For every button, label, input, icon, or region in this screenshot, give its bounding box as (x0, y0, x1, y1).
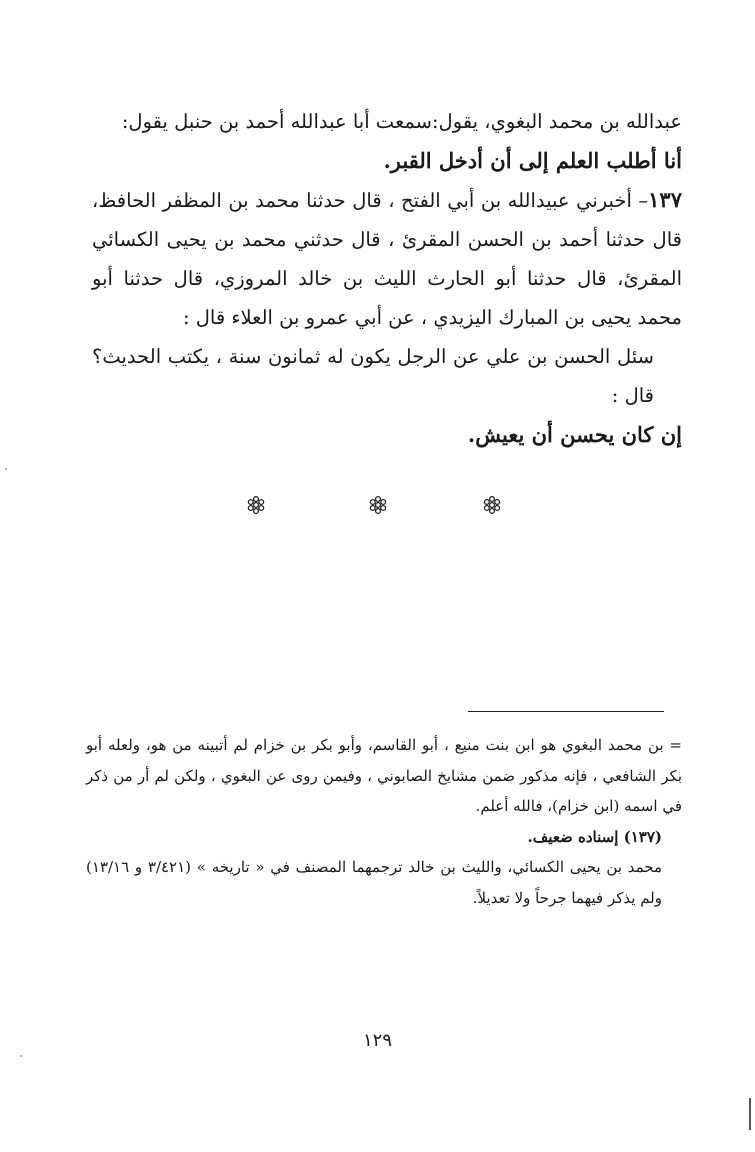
section-divider-ornaments (0, 495, 755, 521)
scan-edge-mark (749, 1098, 751, 1130)
footnote-137-heading: (١٣٧) إسناده ضعيف. (527, 827, 662, 846)
flower-ornament-icon (246, 495, 266, 515)
quote-seeking-knowledge: أنا أطلب العلم إلى أن أدخل القبر. (383, 148, 682, 173)
flower-ornament-icon (482, 495, 502, 515)
footnote-137-body: محمد بن يحيى الكسائي، والليث بن خالد ترجمهما المصنف في « تاريخه » (٣/٤٢١ و ١٣/١٦) ولم يذكر فيهما جرحاً ولا تعديلاً. (86, 858, 663, 907)
hadith-number: ١٣٧ (648, 187, 682, 212)
footnote-continuation: = بن محمد البغوي هو ابن بنت منيع ، أبو القاسم، وأبو بكر بن خزام لم أتبينه من هو، ولعله أبو بكر الشافعي ، فإنه مذكور ضمن مشايخ الصابوني ، وفيمن روى عن البغوي ، ولكن لم أر من ذكر في اسمه (ابن خزام)، فالله أعلم. (86, 736, 682, 815)
intro-line: عبدالله بن محمد البغوي، يقول:سمعت أبا عبدالله أحمد بن حنبل يقول: (121, 110, 682, 133)
hadith-137 (92, 180, 682, 337)
flower-ornament-icon (368, 495, 388, 515)
hadith-question: سئل الحسن بن علي عن الرجل يكون له ثمانون سنة ، يكتب الحديث؟ قال : (92, 345, 654, 407)
scan-speck (20, 1055, 22, 1057)
hadith-isnad: – أخبرني عبيدالله بن أبي الفتح ، قال حدثنا محمد بن المظفر الحافظ، قال حدثنا أحمد بن الحسن المقرئ ، قال حدثني محمد بن يحيى الكسائي المقرئ، قال حدثنا أبو الحارث الليث بن خالد المروزي، قال حدثنا أبو محمد يحيى بن المبارك اليزيدي ، عن أبي عمرو بن العلاء قال : (92, 189, 682, 329)
main-text (92, 102, 682, 454)
page-number: ١٢٩ (362, 1030, 392, 1051)
footnotes (86, 730, 682, 913)
scan-speck (5, 468, 7, 470)
quote-if-he-lives: إن كان يحسن أن يعيش. (467, 422, 682, 447)
footnote-separator (468, 711, 664, 712)
